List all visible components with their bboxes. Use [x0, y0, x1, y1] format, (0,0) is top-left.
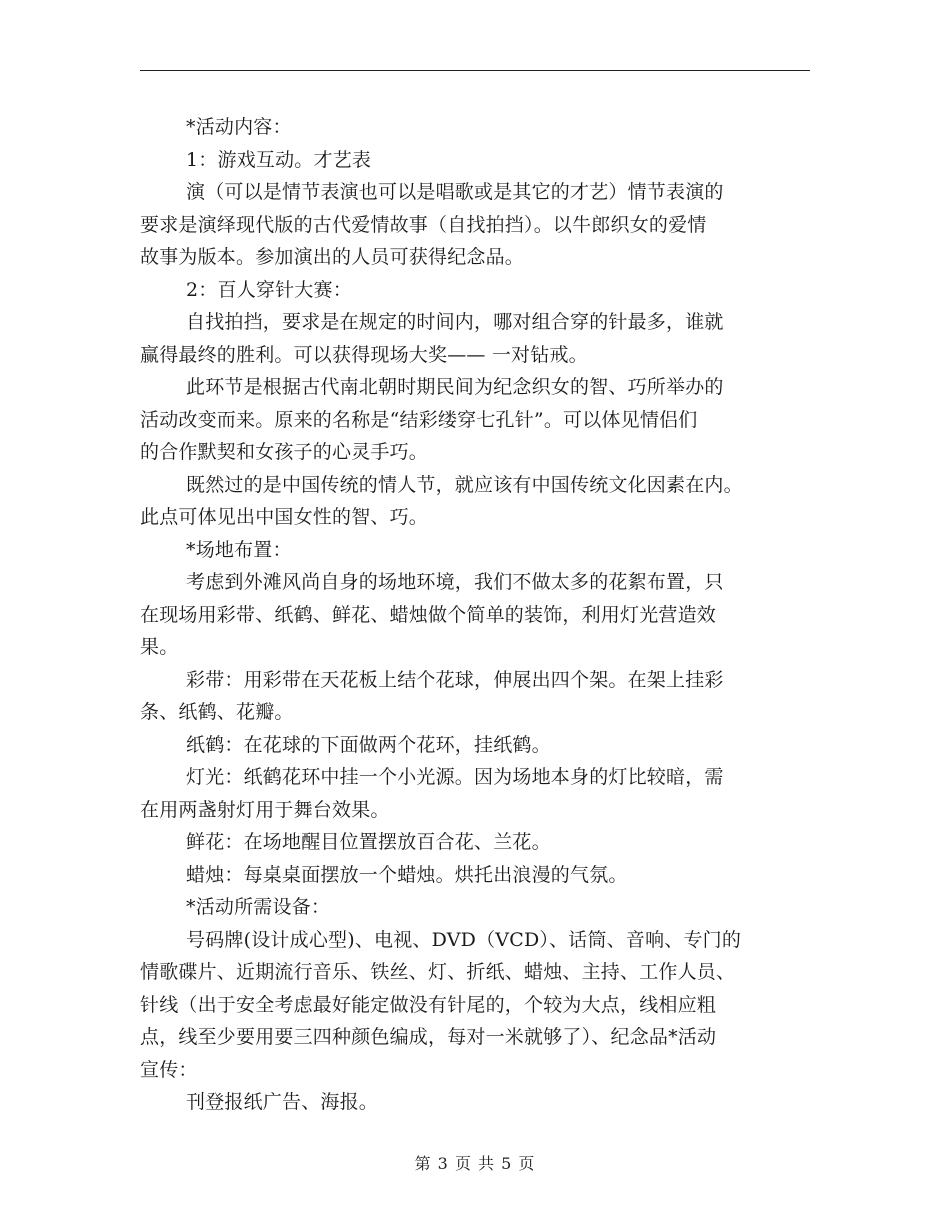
text-line: 此环节是根据古代南北朝时期民间为纪念织女的智、巧所举办的 [186, 376, 724, 398]
text-line: 果。 [140, 636, 179, 658]
text-line: 情歌碟片、近期流行音乐、铁丝、灯、折纸、蜡烛、主持、工作人员、 [140, 961, 736, 983]
text-line: 2：百人穿针大赛： [186, 278, 352, 301]
document-body [140, 111, 810, 1119]
text-line: 1：游戏互动。才艺表 [186, 148, 372, 171]
text-line: 号码牌(设计成心型)、电视、DVD（VCD）、话筒、音响、专门的 [186, 928, 742, 951]
text-line: 赢得最终的胜利。可以获得现场大奖—— 一对钻戒。 [140, 343, 588, 366]
text-line: *活动内容： [186, 116, 292, 138]
text-line: 自找拍挡，要求是在规定的时间内，哪对组合穿的针最多，谁就 [186, 311, 724, 333]
text-line: 点，线至少要用要三四种颜色编成，每对一米就够了）、纪念品*活动 [140, 1026, 717, 1048]
text-line: 活动改变而来。原来的名称是“结彩缕穿七孔针”。可以体见情侣们 [140, 408, 698, 431]
text-line: 刊登报纸广告、海报。 [186, 1091, 379, 1113]
page-footer: 第 3 页 共 5 页 [414, 1154, 536, 1173]
header-rule [140, 70, 810, 71]
text-line: 演（可以是情节表演也可以是唱歌或是其它的才艺）情节表演的 [186, 181, 724, 203]
text-line: 宣传： [140, 1058, 198, 1081]
text-line: 灯光：纸鹤花环中挂一个小光源。因为场地本身的灯比较暗，需 [186, 766, 724, 788]
text-line: *场地布置： [186, 538, 292, 561]
text-line: 考虑到外滩风尚自身的场地环境，我们不做太多的花絮布置，只 [186, 571, 724, 593]
text-line: 纸鹤：在花球的下面做两个花环，挂纸鹤。 [186, 733, 551, 756]
text-line: 在用两盏射灯用于舞台效果。 [140, 798, 390, 821]
text-line: 鲜花：在场地醒目位置摆放百合花、兰花。 [186, 831, 551, 853]
text-line: 彩带：用彩带在天花板上结个花球，伸展出四个架。在架上挂彩 [186, 668, 724, 691]
text-line: 此点可体见出中国女性的智、巧。 [140, 506, 429, 528]
text-line: 故事为版本。参加演出的人员可获得纪念品。 [140, 246, 525, 268]
text-line: 针线（出于安全考虑最好能定做没有针尾的，个较为大点，线相应粗 [140, 993, 717, 1016]
text-line: 蜡烛：每桌桌面摆放一个蜡烛。烘托出浪漫的气氛。 [186, 863, 628, 886]
text-line: *活动所需设备： [186, 896, 331, 918]
text-line: 的合作默契和女孩子的心灵手巧。 [140, 441, 429, 463]
text-line: 在现场用彩带、纸鹤、鲜花、蜡烛做个简单的装饰，利用灯光营造效 [140, 603, 717, 626]
text-line: 要求是演绎现代版的古代爱情故事（自找拍挡）。以牛郎织女的爱情 [140, 213, 707, 236]
text-line: 条、纸鹤、花瓣。 [140, 701, 294, 723]
text-line: 既然过的是中国传统的情人节，就应该有中国传统文化因素在内。 [186, 473, 743, 496]
